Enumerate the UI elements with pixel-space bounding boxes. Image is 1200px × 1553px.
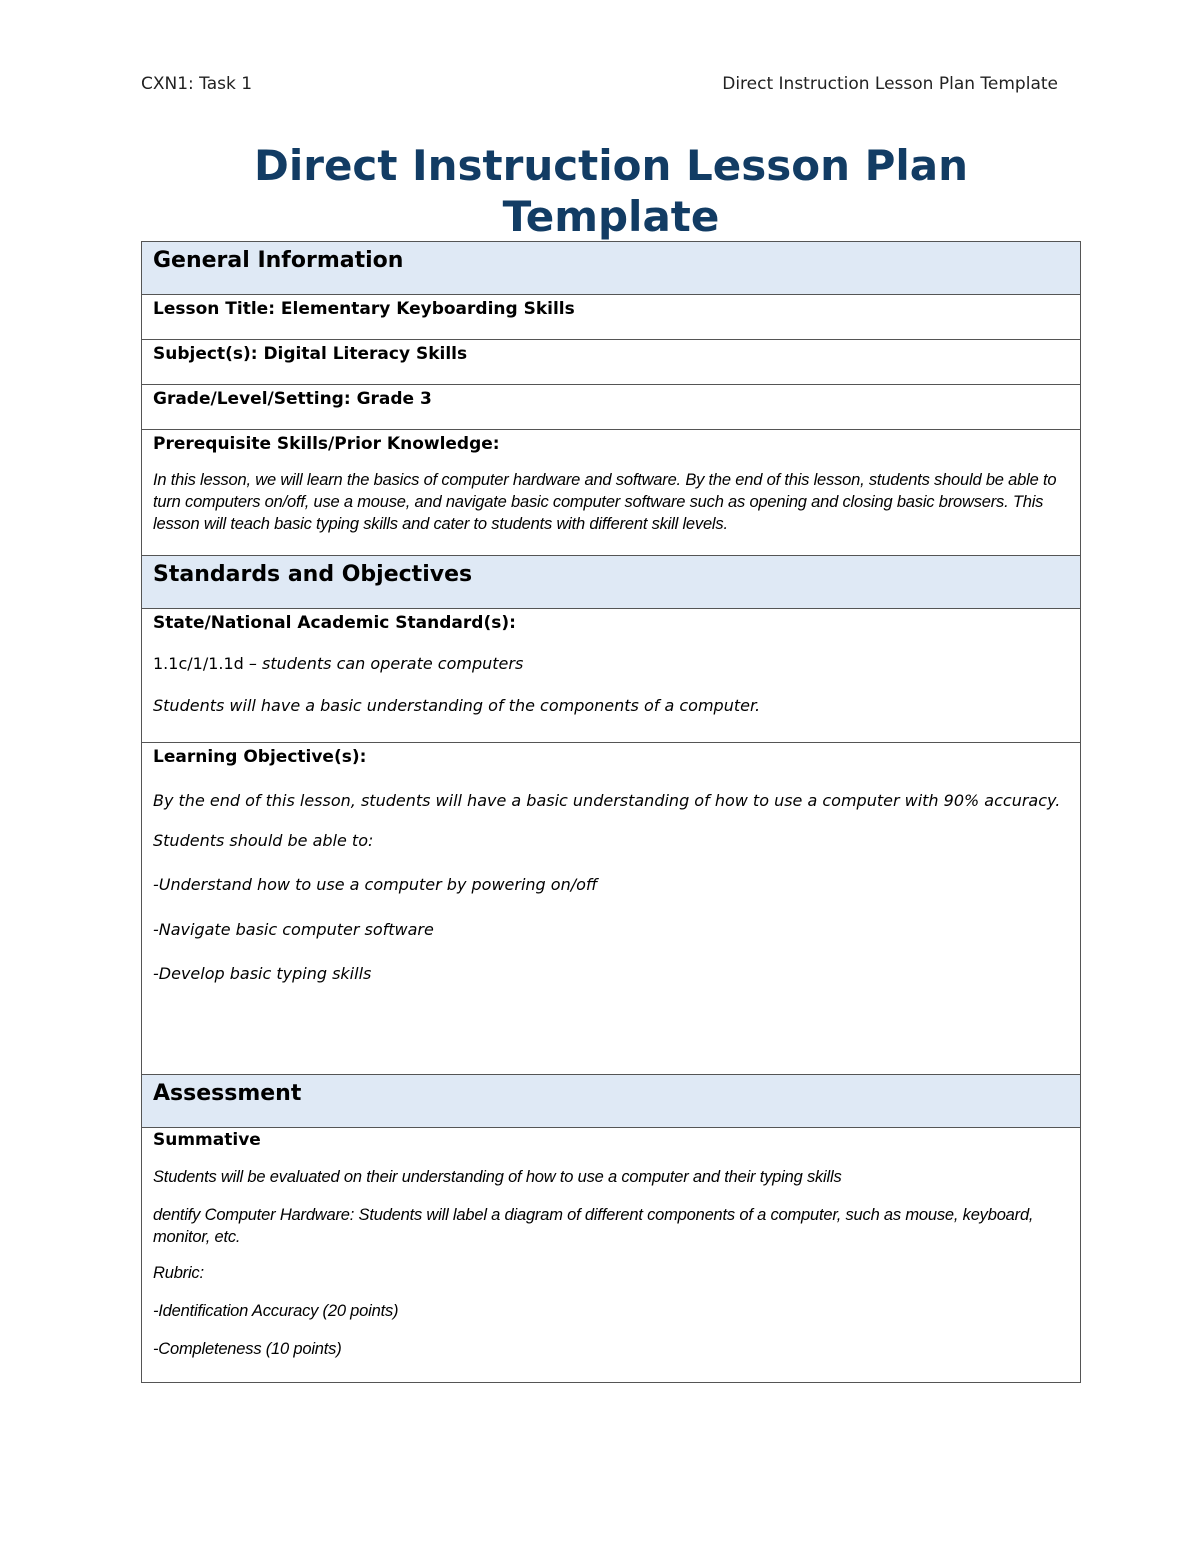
- page-title: Direct Instruction Lesson Plan Template: [253, 141, 969, 241]
- section-heading: General Information: [153, 248, 404, 273]
- running-header-right: Direct Instruction Lesson Plan Template: [722, 74, 1058, 94]
- objectives-row: [142, 743, 1080, 1075]
- standard-line: [153, 653, 1069, 675]
- standard-code: 1.1c/1/1.1d: [153, 654, 244, 673]
- identify-hardware-text: dentify Computer Hardware: Students will label a diagram of different components of a computer, such as mouse, keyboard, monitor, etc.: [153, 1206, 1034, 1246]
- lesson-title: Lesson Title: Elementary Keyboarding Skills: [153, 299, 575, 319]
- standard-description: – students can operate computers: [243, 654, 524, 673]
- objective-intro: Students should be able to:: [153, 831, 374, 850]
- rubric-item: -Identification Accuracy (20 points): [153, 1302, 399, 1320]
- objective-item: -Develop basic typing skills: [153, 964, 372, 983]
- running-header-left: CXN1: Task 1: [141, 74, 253, 94]
- section-general-information: [142, 242, 1080, 295]
- section-heading: Assessment: [153, 1081, 302, 1106]
- objective-item: -Understand how to use a computer by powering on/off: [153, 875, 598, 894]
- grade-level-setting: Grade/Level/Setting: Grade 3: [153, 389, 432, 409]
- subjects: Subject(s): Digital Literacy Skills: [153, 344, 468, 364]
- standard-note: Students will have a basic understanding of the components of a computer.: [153, 696, 761, 715]
- grade-row: [142, 385, 1080, 430]
- learning-objectives-label: Learning Objective(s):: [153, 747, 367, 767]
- rubric-item: -Completeness (10 points): [153, 1340, 342, 1358]
- prerequisite-text: In this lesson, we will learn the basics of computer hardware and software. By the end of this lesson, students should be able to turn computers on/off, use a mouse, and navigate basic computer software such as opening and closing basic browsers. This lesson will teach basic typing skills and cater to students with different skill levels.: [153, 471, 1057, 533]
- objective-main: By the end of this lesson, students will have a basic understanding of how to use a computer with 90% accuracy.: [153, 791, 1061, 810]
- section-heading: Standards and Objectives: [153, 562, 473, 587]
- standards-row: [142, 609, 1080, 743]
- state-standards-label: State/National Academic Standard(s):: [153, 613, 516, 633]
- objective-item: -Navigate basic computer software: [153, 920, 434, 939]
- section-assessment: [142, 1075, 1080, 1128]
- rubric-label: Rubric:: [153, 1264, 204, 1282]
- summative-row: [142, 1128, 1080, 1383]
- summative-label: Summative: [153, 1130, 261, 1150]
- prerequisite-label: Prerequisite Skills/Prior Knowledge:: [153, 434, 500, 454]
- prerequisite-row: [142, 430, 1080, 556]
- lesson-plan-table: [141, 241, 1081, 1383]
- section-standards-objectives: [142, 556, 1080, 609]
- lesson-title-row: [142, 295, 1080, 340]
- subjects-row: [142, 340, 1080, 385]
- summative-intro: Students will be evaluated on their understanding of how to use a computer and their typing skills: [153, 1168, 842, 1186]
